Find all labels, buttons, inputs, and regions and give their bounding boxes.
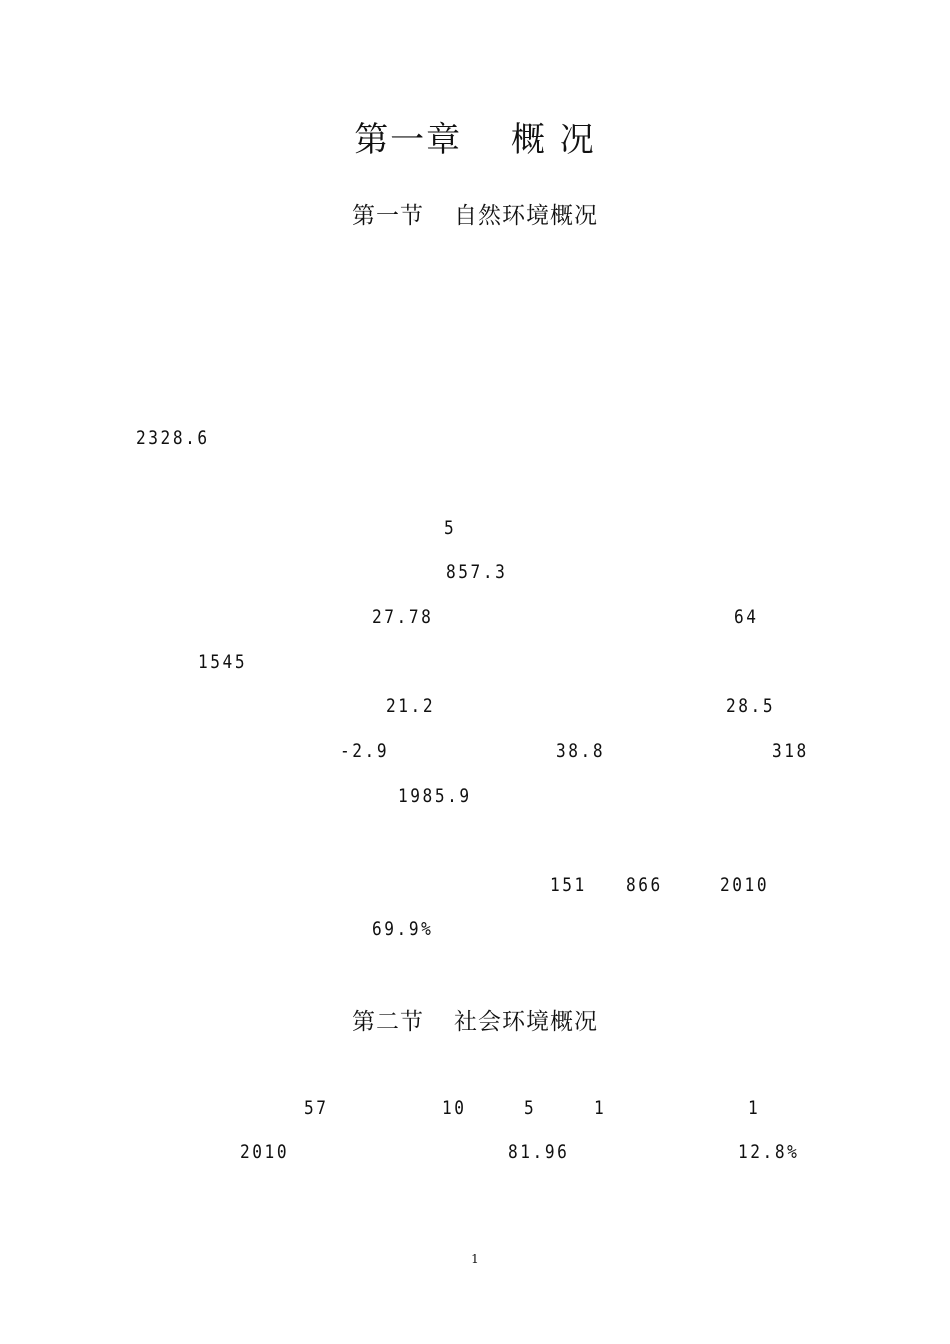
text-segment <box>136 914 304 944</box>
text-segment: 1 <box>748 1097 798 1119</box>
text-segment: 2010 <box>240 1141 439 1163</box>
page-number: 1 <box>471 1252 479 1266</box>
section-number: 第一节 <box>352 203 424 229</box>
text-line <box>0 914 950 944</box>
section-name: 社会环境概况 <box>454 1009 598 1035</box>
text-segment <box>136 602 304 632</box>
text-line <box>0 1137 950 1167</box>
text-segment <box>222 423 671 453</box>
text-segment: 5 <box>444 517 606 539</box>
text-segment: 12.8% <box>738 1141 819 1163</box>
text-segment: 81.96 <box>508 1141 682 1163</box>
text-segment <box>136 825 192 855</box>
text-segment <box>192 1093 267 1123</box>
text-line <box>0 468 950 498</box>
text-segment <box>662 513 774 543</box>
text-segment <box>136 378 660 408</box>
text-segment <box>206 333 300 363</box>
text-segment <box>136 781 323 811</box>
text-line <box>0 602 950 632</box>
text-segment: 69.9% <box>372 918 453 940</box>
text-segment <box>450 333 618 363</box>
text-segment: -2.9 <box>340 740 502 762</box>
text-segment <box>136 333 192 363</box>
text-segment <box>474 691 586 721</box>
text-segment <box>254 647 665 677</box>
text-segment: 2010 <box>720 874 807 896</box>
text-segment: 28.5 <box>726 695 813 717</box>
section-title-2 <box>0 1003 950 1036</box>
text-segment <box>136 647 173 677</box>
text-segment <box>672 333 784 363</box>
text-line <box>0 647 950 677</box>
text-segment <box>136 870 435 900</box>
text-line <box>0 736 950 766</box>
text-segment <box>332 825 575 855</box>
text-segment <box>136 557 230 587</box>
text-segment <box>136 1137 211 1167</box>
section-name: 自然环境概况 <box>454 203 598 229</box>
text-segment: 1985.9 <box>398 785 734 807</box>
text-segment <box>638 557 750 587</box>
text-line <box>0 691 950 721</box>
text-segment <box>136 736 286 766</box>
text-segment <box>208 825 302 855</box>
text-segment <box>258 557 389 587</box>
text-segment: 1545 <box>198 651 248 673</box>
text-segment: 21.2 <box>386 695 473 717</box>
text-segment <box>136 468 641 498</box>
text-segment <box>788 557 807 587</box>
text-segment <box>192 288 641 318</box>
text-line <box>0 423 950 453</box>
text-segment: 866 <box>626 874 701 896</box>
text-segment: 10 <box>442 1097 504 1119</box>
text-segment <box>250 691 344 721</box>
text-line <box>0 781 950 811</box>
section-title-1 <box>0 197 950 230</box>
text-segment: 2328.6 <box>136 427 210 449</box>
text-line <box>0 378 950 408</box>
text-segment: 1 <box>594 1097 700 1119</box>
text-line <box>0 288 950 318</box>
text-line <box>0 333 950 363</box>
text-segment <box>358 513 414 543</box>
text-segment: 27.78 <box>372 606 621 628</box>
text-line <box>0 557 950 587</box>
text-segment: 38.8 <box>556 740 699 762</box>
text-line <box>0 825 950 855</box>
text-segment <box>662 825 774 855</box>
section-number: 第二节 <box>352 1009 424 1035</box>
text-segment <box>328 333 422 363</box>
text-line <box>0 870 950 900</box>
text-segment: 857.3 <box>446 561 601 583</box>
text-segment: 151 <box>550 874 606 896</box>
text-segment <box>136 513 304 543</box>
text-segment <box>136 691 230 721</box>
text-segment: 64 <box>734 606 796 628</box>
text-line <box>0 1093 950 1123</box>
text-segment: 318 <box>772 740 840 762</box>
text-line <box>0 513 950 543</box>
text-segment: 57 <box>304 1097 404 1119</box>
text-segment <box>616 691 691 721</box>
text-segment: 5 <box>524 1097 574 1119</box>
chapter-title: 第一章 概 况 <box>354 120 596 160</box>
